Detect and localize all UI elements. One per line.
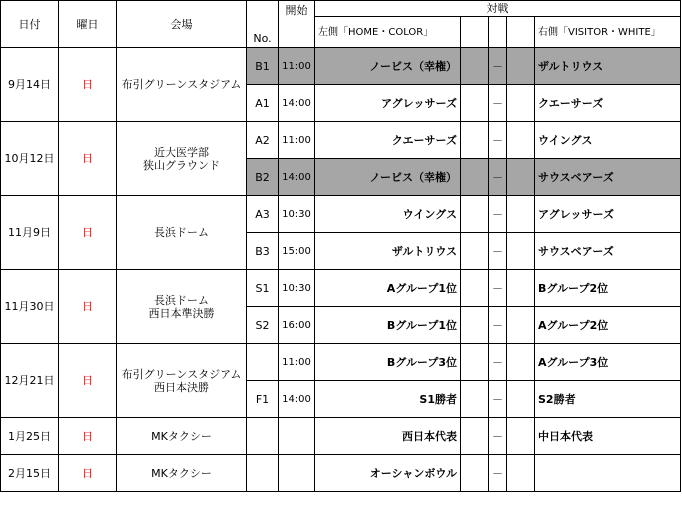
game-number: A1 xyxy=(247,85,279,122)
match-date: 2月15日 xyxy=(1,455,59,492)
match-venue: MKタクシー xyxy=(117,418,247,455)
header-date: 日付 xyxy=(1,1,59,48)
header-spacer xyxy=(507,17,535,48)
score-dash: － xyxy=(489,233,507,270)
visitor-team: S2勝者 xyxy=(535,381,681,418)
header-home: 左側「HOME・COLOR」 xyxy=(315,17,461,48)
visitor-team: ウイングス xyxy=(535,122,681,159)
score-dash: － xyxy=(489,85,507,122)
schedule-rows xyxy=(1,48,681,492)
header-venue: 会場 xyxy=(117,1,247,48)
score-home xyxy=(461,270,489,307)
header-spacer xyxy=(489,17,507,48)
start-time xyxy=(279,418,315,455)
game-number: F1 xyxy=(247,381,279,418)
match-venue: 布引グリーンスタジアム 西日本決勝 xyxy=(117,344,247,418)
match-date: 10月12日 xyxy=(1,122,59,196)
start-time: 14:00 xyxy=(279,159,315,196)
score-home xyxy=(461,122,489,159)
home-team: ノービス（幸権） xyxy=(315,48,461,85)
visitor-team: 中日本代表 xyxy=(535,418,681,455)
score-visitor xyxy=(507,48,535,85)
score-visitor xyxy=(507,381,535,418)
start-time: 15:00 xyxy=(279,233,315,270)
home-team: Bグループ3位 xyxy=(315,344,461,381)
start-time: 10:30 xyxy=(279,270,315,307)
game-number xyxy=(247,418,279,455)
match-date: 1月25日 xyxy=(1,418,59,455)
visitor-team: クエーサーズ xyxy=(535,85,681,122)
game-number: B3 xyxy=(247,233,279,270)
score-dash: － xyxy=(489,196,507,233)
header-spacer xyxy=(461,17,489,48)
score-home xyxy=(461,196,489,233)
score-dash: － xyxy=(489,122,507,159)
match-date: 12月21日 xyxy=(1,344,59,418)
game-number: B1 xyxy=(247,48,279,85)
score-home xyxy=(461,233,489,270)
home-team: 西日本代表 xyxy=(315,418,461,455)
visitor-team: Aグループ3位 xyxy=(535,344,681,381)
table-row xyxy=(1,270,681,307)
visitor-team: Aグループ2位 xyxy=(535,307,681,344)
header-no: No. xyxy=(247,1,279,48)
score-home xyxy=(461,418,489,455)
match-date: 11月30日 xyxy=(1,270,59,344)
score-dash: － xyxy=(489,344,507,381)
game-number: A2 xyxy=(247,122,279,159)
match-weekday: 日 xyxy=(59,455,117,492)
match-venue: 布引グリーンスタジアム xyxy=(117,48,247,122)
match-weekday: 日 xyxy=(59,344,117,418)
match-venue: 長浜ドーム xyxy=(117,196,247,270)
home-team: クエーサーズ xyxy=(315,122,461,159)
score-dash: － xyxy=(489,418,507,455)
match-date: 9月14日 xyxy=(1,48,59,122)
score-visitor xyxy=(507,122,535,159)
match-date: 11月9日 xyxy=(1,196,59,270)
score-visitor xyxy=(507,159,535,196)
home-team: ノービス（幸権） xyxy=(315,159,461,196)
start-time: 16:00 xyxy=(279,307,315,344)
home-team: アグレッサーズ xyxy=(315,85,461,122)
match-weekday: 日 xyxy=(59,122,117,196)
game-number: A3 xyxy=(247,196,279,233)
score-visitor xyxy=(507,455,535,492)
game-number xyxy=(247,455,279,492)
home-team: ウイングス xyxy=(315,196,461,233)
table-row xyxy=(1,48,681,85)
game-number: S1 xyxy=(247,270,279,307)
score-home xyxy=(461,48,489,85)
table-row xyxy=(1,196,681,233)
visitor-team: Bグループ2位 xyxy=(535,270,681,307)
home-team: S1勝者 xyxy=(315,381,461,418)
score-visitor xyxy=(507,418,535,455)
visitor-team: サウスベアーズ xyxy=(535,233,681,270)
score-visitor xyxy=(507,196,535,233)
match-weekday: 日 xyxy=(59,48,117,122)
header-visitor: 右側「VISITOR・WHITE」 xyxy=(535,17,681,48)
score-dash: － xyxy=(489,159,507,196)
score-visitor xyxy=(507,344,535,381)
score-dash: － xyxy=(489,307,507,344)
score-dash: － xyxy=(489,270,507,307)
score-visitor xyxy=(507,233,535,270)
game-number xyxy=(247,344,279,381)
start-time: 11:00 xyxy=(279,122,315,159)
table-row xyxy=(1,344,681,381)
start-time: 11:00 xyxy=(279,48,315,85)
match-venue: MKタクシー xyxy=(117,455,247,492)
score-home xyxy=(461,159,489,196)
score-home xyxy=(461,307,489,344)
table-row xyxy=(1,122,681,159)
score-dash: － xyxy=(489,381,507,418)
home-team: Bグループ1位 xyxy=(315,307,461,344)
match-weekday: 日 xyxy=(59,196,117,270)
match-venue: 長浜ドーム 西日本準決勝 xyxy=(117,270,247,344)
score-home xyxy=(461,85,489,122)
visitor-team: アグレッサーズ xyxy=(535,196,681,233)
start-time xyxy=(279,455,315,492)
home-team: オーシャンボウル xyxy=(315,455,461,492)
score-dash: － xyxy=(489,48,507,85)
score-visitor xyxy=(507,307,535,344)
home-team: Aグループ1位 xyxy=(315,270,461,307)
start-time: 11:00 xyxy=(279,344,315,381)
score-visitor xyxy=(507,270,535,307)
start-time: 10:30 xyxy=(279,196,315,233)
table-row xyxy=(1,455,681,492)
home-team: ザルトリウス xyxy=(315,233,461,270)
start-time: 14:00 xyxy=(279,381,315,418)
start-time: 14:00 xyxy=(279,85,315,122)
visitor-team: ザルトリウス xyxy=(535,48,681,85)
visitor-team: サウスベアーズ xyxy=(535,159,681,196)
match-weekday: 日 xyxy=(59,418,117,455)
game-number: S2 xyxy=(247,307,279,344)
game-number: B2 xyxy=(247,159,279,196)
header-weekday: 曜日 xyxy=(59,1,117,48)
score-visitor xyxy=(507,85,535,122)
match-weekday: 日 xyxy=(59,270,117,344)
score-home xyxy=(461,381,489,418)
header-start: 開始 xyxy=(279,1,315,48)
table-row xyxy=(1,418,681,455)
score-dash: － xyxy=(489,455,507,492)
score-home xyxy=(461,455,489,492)
match-venue: 近大医学部 狭山グラウンド xyxy=(117,122,247,196)
score-home xyxy=(461,344,489,381)
visitor-team xyxy=(535,455,681,492)
header-match: 対戦 xyxy=(315,1,681,17)
